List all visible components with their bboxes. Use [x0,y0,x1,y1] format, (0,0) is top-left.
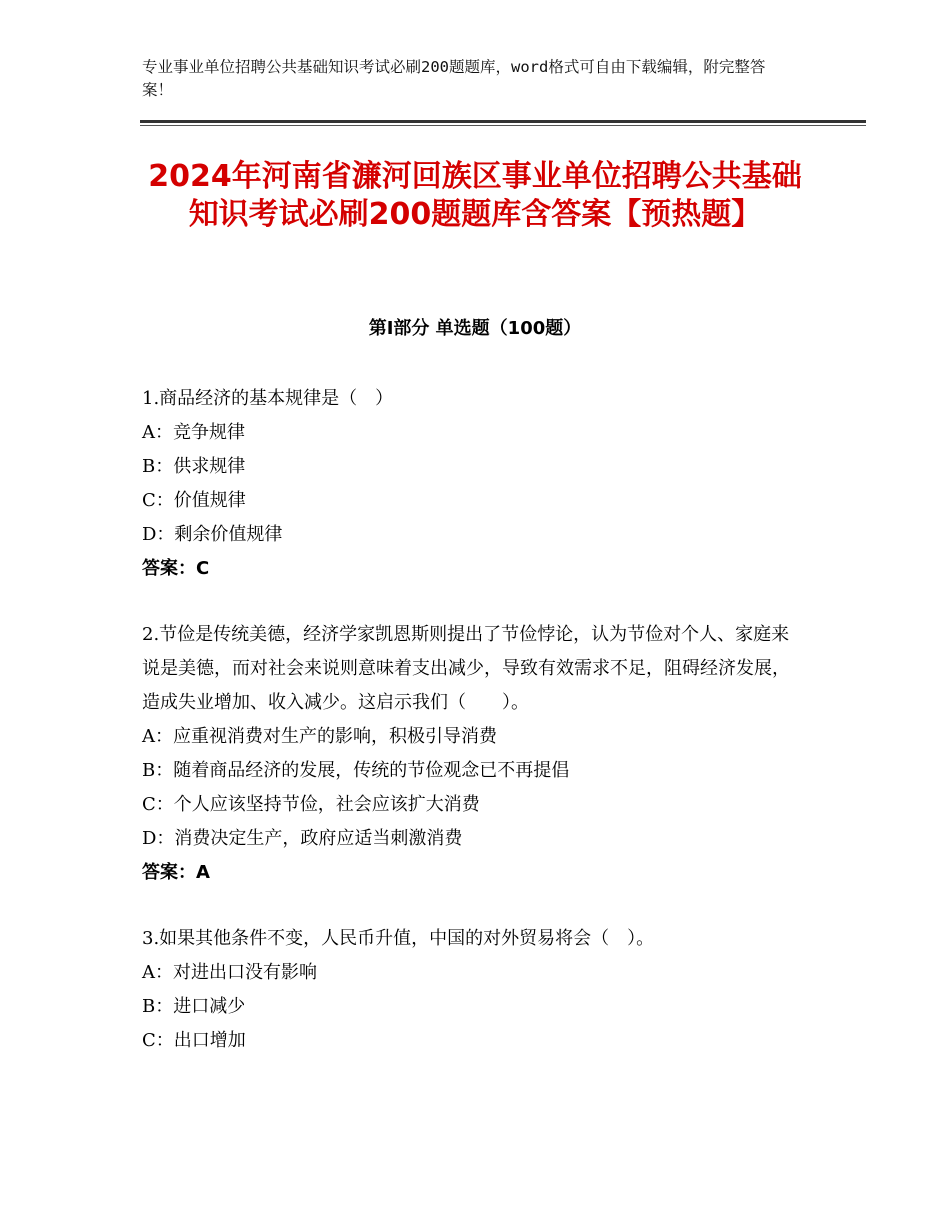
document-title: 2024年河南省濂河回族区事业单位招聘公共基础知识考试必刷200题题库含答案【预热题】 [148,159,802,232]
option-c: C：价值规律 [142,490,246,511]
question-answer: 答案：A [142,862,210,883]
question-list [142,382,802,1090]
question-stem: 2.节俭是传统美德，经济学家凯恩斯则提出了节俭悖论，认为节俭对个人、家庭来说是美德，而对社会来说则意味着支出减少，导致有效需求不足，阻碍经济发展，造成失业增加、收入减少。这启示我们（ ）。 [142,624,790,713]
header-divider-thick [140,120,866,123]
option-b: B：进口减少 [142,996,246,1017]
question-3 [142,922,802,1058]
question-stem: 1.商品经济的基本规律是（ ） [142,388,394,409]
question-1 [142,382,802,586]
question-stem: 3.如果其他条件不变，人民币升值，中国的对外贸易将会（ ）。 [142,928,655,949]
header-note: 专业事业单位招聘公共基础知识考试必刷200题题库，word格式可自由下载编辑，附完整答案！ [142,58,766,99]
option-d: D：剩余价值规律 [142,524,283,545]
option-c: C：个人应该坚持节俭，社会应该扩大消费 [142,794,480,815]
option-a: A：应重视消费对生产的影响，积极引导消费 [142,726,497,747]
option-b: B：供求规律 [142,456,246,477]
section-title: 第Ⅰ部分 单选题（100题） [368,318,582,339]
option-a: A：竞争规律 [142,422,245,443]
question-2 [142,618,802,890]
question-answer: 答案：C [142,558,210,579]
option-a: A：对进出口没有影响 [142,962,317,983]
option-d: D：消费决定生产，政府应适当刺激消费 [142,828,463,849]
option-c: C：出口增加 [142,1030,246,1051]
header-divider-thin [140,125,866,126]
option-b: B：随着商品经济的发展，传统的节俭观念已不再提倡 [142,760,570,781]
